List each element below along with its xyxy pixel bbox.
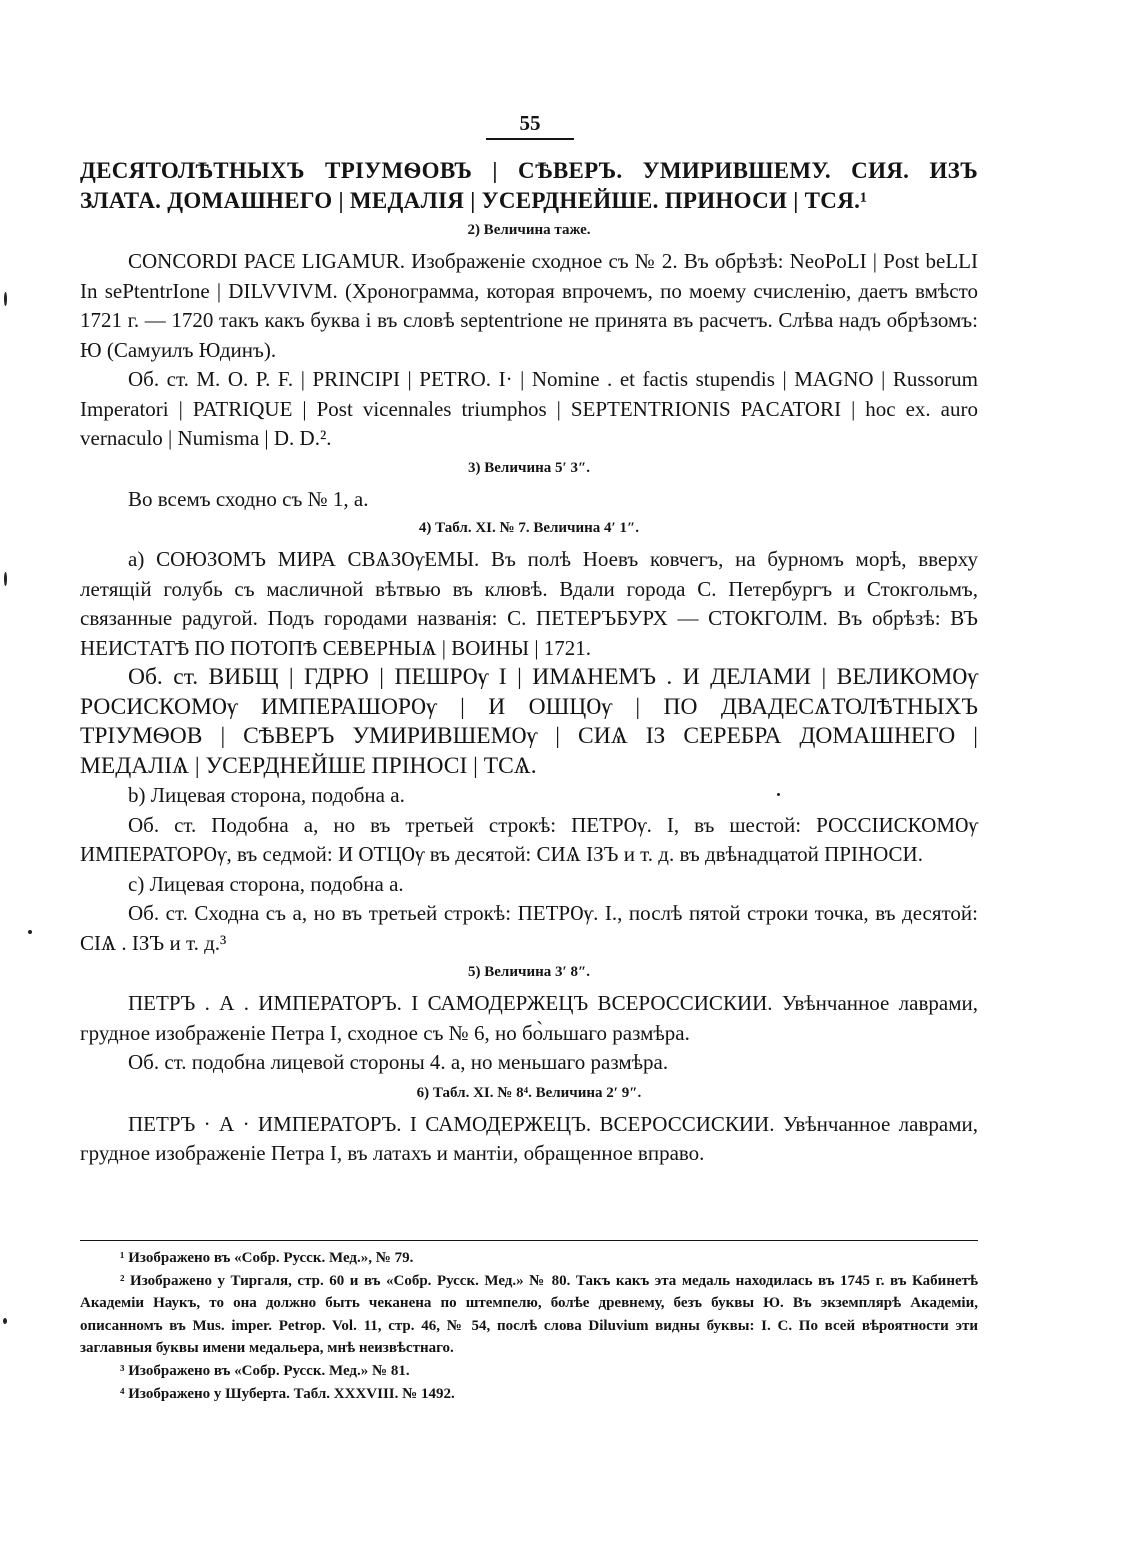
footnote-2: ² Изображено у Тиргаля, стр. 60 и въ «Собр. Русск. Мед.» № 80. Такъ какъ эта медаль находилась въ 1745 г. въ Кабинетѣ Академіи Наукъ, то она должно быть чеканена по штемпелю, болѣе древнему, безъ буквы Ю. Въ экземплярѣ Академіи, описанномъ въ Mus. imper. Petrop. Vol. 11, стр. 46, № 54, послѣ слова Diluvium видны буквы: I. С. По всей вѣроятности эти заглавныя буквы имени медальера, мнѣ неизвѣстнаго. [80, 1272, 978, 1357]
paragraph-4b: b) Лицевая сторона, подобна a. [128, 783, 405, 807]
paragraph-similar: Во всемъ сходно съ № 1, a. [128, 486, 369, 511]
section-heading-6: 6) Табл. XI. № 8⁴. Величина 2′ 9″. [416, 1084, 642, 1101]
scan-speck [4, 292, 7, 306]
section-heading-2: 2) Величина таже. [467, 222, 591, 238]
paragraph-reverse-latin: Об. ст. M. O. P. F. | PRINCIPI | PETRO. I· | Nomine . et factis stupendis | MAGNO | Russorum Imperatori | PATRIQUE | Post vicennales triumphos | SEPTENTRIONIS PACATORI | hoc ex. auro vernaculo | Numisma | D. D.². [80, 367, 978, 450]
scan-speck [777, 793, 780, 796]
paragraph-6: ПЕТРЪ · А · ИМПЕРАТОРЪ. I САМОДЕРЖЕЦЪ. ВСЕРОССИСКИИ. Увѣнчанное лаврами, грудное изображеніе Петра I, въ латахъ и мантіи, обращенное вправо. [80, 1111, 978, 1165]
scan-speck [28, 930, 32, 934]
footnote-4: ⁴ Изображено у Шуберта. Табл. XXXVIII. № 1492. [120, 1385, 455, 1402]
scan-speck [3, 1318, 7, 1324]
scan-speck [4, 572, 7, 586]
footnote-1: ¹ Изображено въ «Собр. Русск. Мед.», № 79. [120, 1250, 414, 1266]
paragraph-4c-reverse: Об. ст. Сходна съ a, но въ третьей строкѣ: ПЕТРѸ. I., послѣ пятой строки точка, въ десятой: СIѦ . IЗЪ и т. д.³ [80, 901, 978, 955]
page-number: 55 [486, 112, 574, 140]
paragraph-5-reverse: Об. ст. подобна лицевой стороны 4. a, но меньшаго размѣра. [128, 1050, 669, 1074]
paragraph-4c: c) Лицевая сторона, подобна a. [128, 871, 404, 896]
section-heading-3: 3) Величина 5′ 3″. [468, 459, 590, 476]
paragraph-5: ПЕТРЪ . А . ИМПЕРАТОРЪ. I САМОДЕРЖЕЦЪ ВСЕРОССИСКИИ. Увѣнчанное лаврами, грудное изображеніе Петра I, сходное съ № 6, но бо̀льшаго размѣра. [80, 991, 978, 1045]
section-heading-4: 4) Табл. XI. № 7. Величина 4′ 1″. [418, 520, 640, 536]
footnotes [80, 1240, 978, 1405]
paragraph-concordi: CONCORDI PACE LIGAMUR. Изображеніе сходное съ № 2. Въ обрѣзѣ: NeoPoLI | Post beLLI In sePtentrIone | DILVVIVM. (Хронограмма, которая впрочемъ, по моему счисленію, даетъ вмѣсто 1721 г. — 1720 такъ какъ буква i въ словѣ septentrione не принята въ расчетъ. Слѣва надъ обрѣзомъ: Ю (Самуилъ Юдинъ). [80, 249, 978, 362]
paragraph-inscription-continued: ДЕСЯТОЛѢТНЫХЪ ТРІУМѲОВЪ | СѢВЕРЪ. УМИРИВШЕМУ. СИЯ. ИЗЪ ЗЛАТА. ДОМАШНЕГО | МЕДАЛІЯ | УСЕРДНЕЙШЕ. ПРИНОСИ | ТСЯ.¹ [80, 158, 978, 213]
footnote-3: ³ Изображено въ «Собр. Русск. Мед.» № 81. [120, 1362, 410, 1379]
paragraph-4a: a) СОЮЗОМЪ МИРА СВѦЗѸЕМЫ. Въ полѣ Ноевъ ковчегъ, на бурномъ морѣ, вверху летящій голубь съ масличной вѣтвью въ клювѣ. Вдали города С. Петербургъ и Стокгольмъ, связанные радугой. Подъ городами названія: С. ПЕТЕРЪБУРХ — СТОКГОЛМ. Въ обрѣзѣ: ВЪ НЕИСТАТѢ ПО ПОТОПѢ СЕВЕРНЫѦ | ВОИНЫ | 1721. [80, 547, 978, 660]
paragraph-4a-reverse: Об. ст. ВИБЩ | ГДРЮ | ПЕШРѸ I | ИМѦНЕМЪ . И ДЕЛАМИ | ВЕЛИКОМѸ РОСИСКОМѸ ИМПЕРАШОРѸ | И ОШЦѸ | ПО ДВАДЕСѦТОЛѢТНЫХЪ ТРІУМѲОВ | СѢВЕРЪ УМИРИВШЕМѸ | СИѦ IЗ СЕРЕБРА ДОМАШНЕГО | МЕДАЛІѦ | УСЕРДНЕЙШЕ ПРІНОСІ | ТСѦ. [80, 664, 978, 779]
section-heading-5: 5) Величина 3′ 8″. [468, 964, 590, 980]
body-text [80, 156, 978, 1169]
paragraph-4b-reverse: Об. ст. Подобна a, но въ третьей строкѣ: ПЕТРѸ. I, въ шестой: РОССIИСКОМѸ ИМПЕРАТОРѸ, въ седмой: И ОТЦѸ въ десятой: СИѦ IЗЪ и т. д. въ двѣнадцатой ПРІНОСИ. [80, 812, 978, 866]
